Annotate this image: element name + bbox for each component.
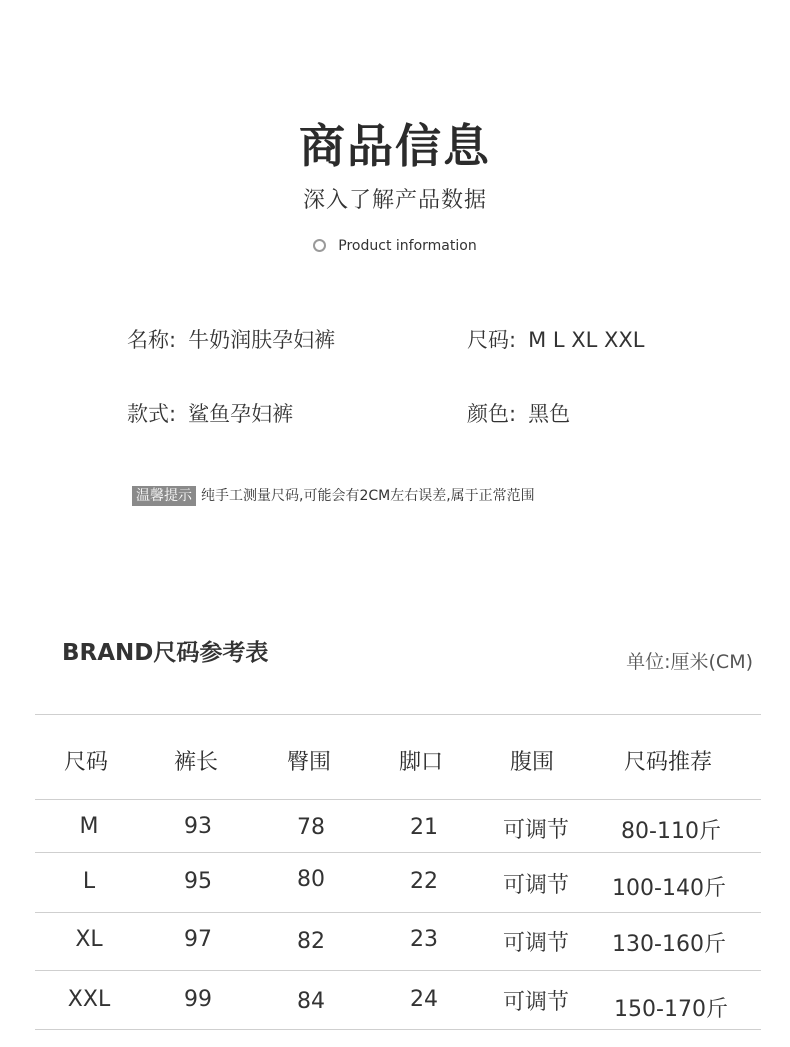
- info-name-value: 牛奶润肤孕妇裤: [188, 328, 336, 352]
- column-header-length: 裤长: [173, 750, 218, 775]
- table-divider: [35, 799, 761, 800]
- table-cell: 95: [184, 869, 212, 894]
- table-cell: L: [82, 869, 96, 894]
- table-cell: 21: [410, 815, 438, 840]
- table-divider: [35, 714, 761, 715]
- column-header-waist: 腹围: [509, 750, 554, 775]
- notice-tag: 温馨提示: [132, 486, 196, 506]
- notice-text: 纯手工测量尺码,可能会有2CM左右误差,属于正常范围: [201, 488, 535, 504]
- info-size-value: M L XL XXL: [528, 328, 645, 352]
- info-style: [127, 398, 293, 428]
- table-cell: 99: [184, 987, 212, 1012]
- info-name-label: 名称:: [127, 328, 177, 352]
- info-color: [467, 398, 570, 428]
- page-title: 商品信息: [299, 119, 491, 173]
- table-cell: 24: [410, 987, 438, 1012]
- page-subtitle: 深入了解产品数据: [302, 188, 487, 213]
- table-cell: 150-170斤: [614, 997, 728, 1022]
- table-cell: 可调节: [502, 931, 569, 956]
- table-divider: [35, 852, 761, 853]
- table-cell: 130-160斤: [612, 932, 726, 957]
- info-color-value: 黑色: [528, 402, 571, 426]
- table-cell: 97: [184, 927, 212, 952]
- info-style-value: 鲨鱼孕妇裤: [188, 402, 294, 426]
- info-size: [467, 324, 644, 354]
- english-caption-text: Product information: [338, 238, 477, 254]
- size-chart-title: BRAND尺码参考表: [62, 640, 269, 666]
- table-cell: M: [79, 814, 99, 839]
- table-cell: 可调节: [502, 990, 569, 1015]
- info-color-label: 颜色:: [467, 402, 517, 426]
- table-cell: 23: [410, 927, 438, 952]
- english-caption: [0, 238, 790, 254]
- table-cell: 78: [297, 815, 325, 840]
- table-cell: XXL: [67, 987, 111, 1012]
- table-cell: XL: [75, 927, 103, 952]
- table-cell: 可调节: [502, 873, 569, 898]
- notice: [132, 485, 535, 505]
- table-divider: [35, 970, 761, 971]
- table-cell: 22: [410, 869, 438, 894]
- table-cell: 80: [297, 867, 325, 892]
- column-header-size: 尺码: [63, 750, 108, 775]
- table-cell: 可调节: [502, 818, 569, 843]
- column-header-hip: 臀围: [286, 750, 331, 775]
- info-style-label: 款式:: [127, 402, 177, 426]
- info-name: [127, 324, 335, 354]
- info-size-label: 尺码:: [467, 328, 517, 352]
- table-cell: 100-140斤: [612, 876, 726, 901]
- table-divider: [35, 1029, 761, 1030]
- table-cell: 84: [297, 989, 325, 1014]
- circle-icon: [313, 239, 326, 252]
- table-cell: 80-110斤: [621, 819, 721, 844]
- table-cell: 93: [184, 814, 212, 839]
- size-chart-unit: 单位:厘米(CM): [626, 651, 753, 673]
- table-divider: [35, 912, 761, 913]
- column-header-recommend: 尺码推荐: [623, 750, 712, 775]
- column-header-hem: 脚口: [398, 750, 443, 775]
- table-cell: 82: [297, 929, 325, 954]
